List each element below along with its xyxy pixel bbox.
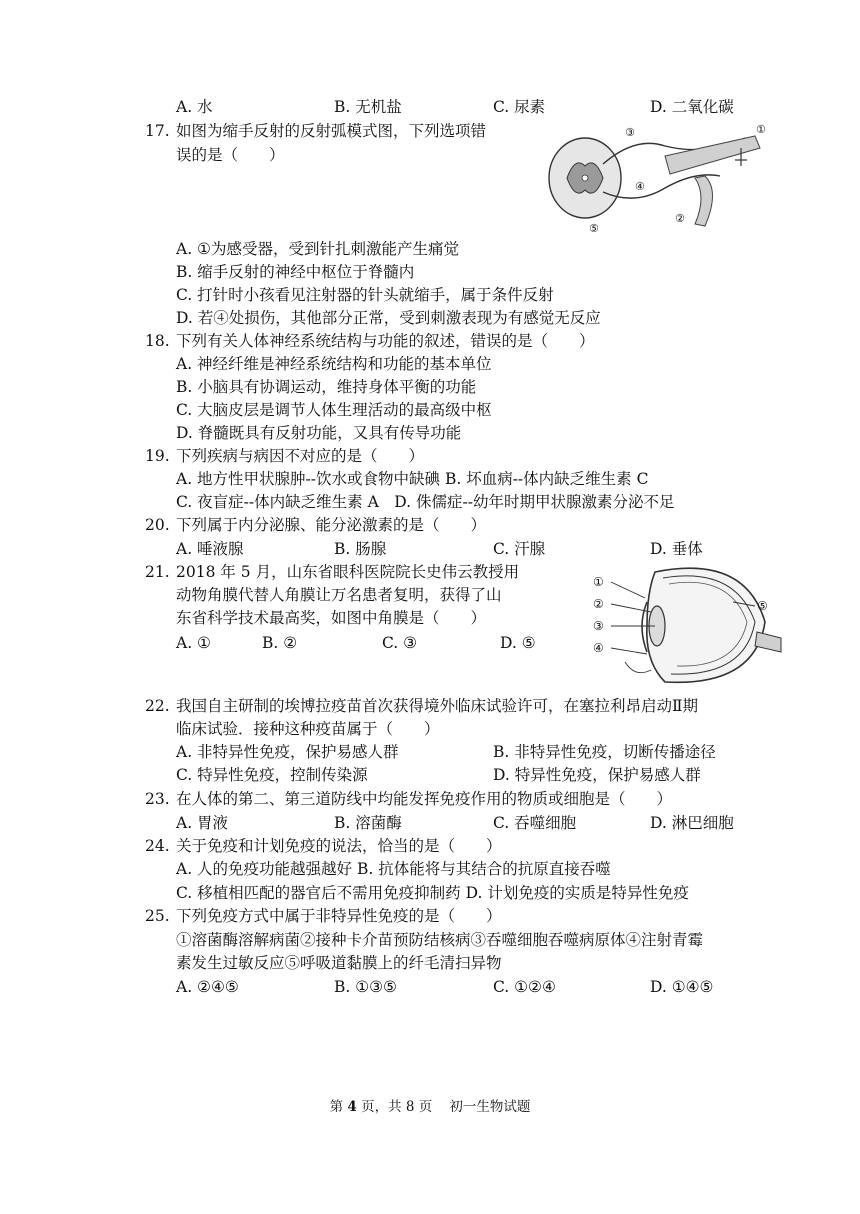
q18-option-a: A. 神经纤维是神经系统结构和功能的基本单位 — [176, 355, 492, 373]
q21-option-a: A. ① — [176, 634, 211, 652]
q17-option-b: B. 缩手反射的神经中枢位于脊髓内 — [176, 263, 415, 281]
q22-stem-line2: 临床试验．接种这种疫苗属于（ ） — [176, 720, 440, 738]
q21-stem-line2: 动物角膜代替人角膜让万名患者复明，获得了山 — [176, 586, 502, 604]
q16-option-a: A. 水 — [176, 98, 213, 116]
q20-stem: 下列属于内分泌腺、能分泌激素的是（ ） — [176, 516, 487, 534]
footer-exam-title: 初一生物试题 — [449, 1099, 531, 1115]
q17-option-c: C. 打针时小孩看见注射器的针头就缩手，属于条件反射 — [176, 286, 554, 304]
q22-option-a: A. 非特异性免疫，保护易感人群 — [176, 743, 399, 761]
q21-stem-line1: 2018 年 5 月，山东省眼科医院院长史伟云教授用 — [176, 563, 520, 581]
q23-option-c: C. 吞噬细胞 — [493, 814, 577, 832]
q21-number: 21. — [145, 563, 170, 581]
page-footer — [0, 1097, 860, 1117]
fig21-label-2: ② — [593, 597, 604, 611]
q24-stem: 关于免疫和计划免疫的说法，恰当的是（ ） — [176, 837, 502, 855]
q17-option-d: D. 若④处损伤，其他部分正常，受到刺激表现为有感觉无反应 — [176, 309, 601, 327]
fig17-label-4: ④ — [635, 180, 645, 193]
fig21-label-3: ③ — [593, 619, 604, 633]
q19-number: 19. — [145, 447, 170, 465]
q23-option-a: A. 胃液 — [176, 814, 229, 832]
q19-options-line2: C. 夜盲症--体内缺乏维生素 A D. 侏儒症--幼年时期甲状腺激素分泌不足 — [176, 493, 675, 511]
eye-figure — [585, 562, 785, 690]
q21-option-d: D. ⑤ — [500, 634, 536, 652]
q25-number: 25. — [145, 907, 170, 925]
fig17-label-3: ③ — [625, 126, 635, 139]
fig21-label-5: ⑤ — [757, 599, 768, 613]
q16-option-b: B. 无机盐 — [334, 98, 402, 116]
q22-option-b: B. 非特异性免疫，切断传播途径 — [493, 743, 716, 761]
q18-stem: 下列有关人体神经系统结构与功能的叙述，错误的是（ ） — [176, 332, 595, 350]
q25-option-b: B. ①③⑤ — [334, 978, 397, 996]
fig17-label-5: ⑤ — [589, 222, 599, 235]
q19-options-line1: A. 地方性甲状腺肿--饮水或食物中缺碘 B. 坏血病--体内缺乏维生素 C — [176, 470, 649, 488]
q22-option-d: D. 特异性免疫，保护易感人群 — [493, 766, 701, 784]
q16-option-d: D. 二氧化碳 — [650, 98, 734, 116]
q18-number: 18. — [145, 332, 170, 350]
q21-option-b: B. ② — [262, 634, 298, 652]
q25-option-a: A. ②④⑤ — [176, 978, 239, 996]
q24-options-line2: C. 移植相匹配的器官后不需用免疫抑制药 D. 计划免疫的实质是特异性免疫 — [176, 884, 689, 902]
q18-option-b: B. 小脑具有协调运动，维持身体平衡的功能 — [176, 378, 477, 396]
q20-option-b: B. 肠腺 — [334, 540, 387, 558]
q22-stem-line1: 我国自主研制的埃博拉疫苗首次获得境外临床试验许可，在塞拉利昂启动Ⅱ期 — [176, 697, 699, 715]
footer-page-prefix: 第 — [329, 1099, 344, 1115]
q23-option-b: B. 溶菌酶 — [334, 814, 402, 832]
q18-option-d: D. 脊髓既具有反射功能，又具有传导功能 — [176, 424, 462, 442]
q24-options-line1: A. 人的免疫功能越强越好 B. 抗体能将与其结合的抗原直接吞噬 — [176, 860, 611, 878]
q25-option-d: D. ①④⑤ — [650, 978, 714, 996]
q17-number: 17. — [145, 122, 170, 140]
q24-number: 24. — [145, 837, 170, 855]
q23-option-d: D. 淋巴细胞 — [650, 814, 734, 832]
q20-option-a: A. 唾液腺 — [176, 540, 244, 558]
footer-page-total: 页，共 8 页 — [361, 1099, 433, 1115]
fig21-label-1: ① — [593, 575, 604, 589]
q25-option-c: C. ①②④ — [493, 978, 556, 996]
q25-items-line1: ①溶菌酶溶解病菌②接种卡介苗预防结核病③吞噬细胞吞噬病原体④注射青霉 — [176, 931, 704, 949]
q25-items-line2: 素发生过敏反应⑤呼吸道黏膜上的纤毛清扫异物 — [176, 954, 502, 972]
q17-stem-line1: 如图为缩手反射的反射弧模式图，下列选项错 — [176, 122, 487, 140]
q22-number: 22. — [145, 697, 170, 715]
fig21-label-4: ④ — [593, 641, 604, 655]
q18-option-c: C. 大脑皮层是调节人体生理活动的最高级中枢 — [176, 401, 492, 419]
q25-stem: 下列免疫方式中属于非特异性免疫的是（ ） — [176, 907, 502, 925]
reflex-arc-figure — [545, 116, 775, 238]
q23-number: 23. — [145, 790, 170, 808]
q17-option-a: A. ①为感受器，受到针扎刺激能产生痛觉 — [176, 240, 459, 258]
q23-stem: 在人体的第二、第三道防线中均能发挥免疫作用的物质或细胞是（ ） — [176, 790, 673, 808]
q21-stem-line3: 东省科学技术最高奖，如图中角膜是（ ） — [176, 609, 487, 627]
fig17-label-1: ① — [756, 123, 766, 136]
q20-number: 20. — [145, 516, 170, 534]
q16-option-c: C. 尿素 — [493, 98, 546, 116]
q20-option-c: C. 汗腺 — [493, 540, 546, 558]
q21-option-c: C. ③ — [382, 634, 418, 652]
q19-stem: 下列疾病与病因不对应的是（ ） — [176, 447, 425, 465]
q22-option-c: C. 特异性免疫，控制传染源 — [176, 766, 368, 784]
q20-option-d: D. 垂体 — [650, 540, 703, 558]
fig17-label-2: ② — [675, 212, 685, 225]
q17-stem-line2: 误的是（ ） — [176, 146, 285, 164]
footer-page-number: 4 — [347, 1099, 357, 1115]
